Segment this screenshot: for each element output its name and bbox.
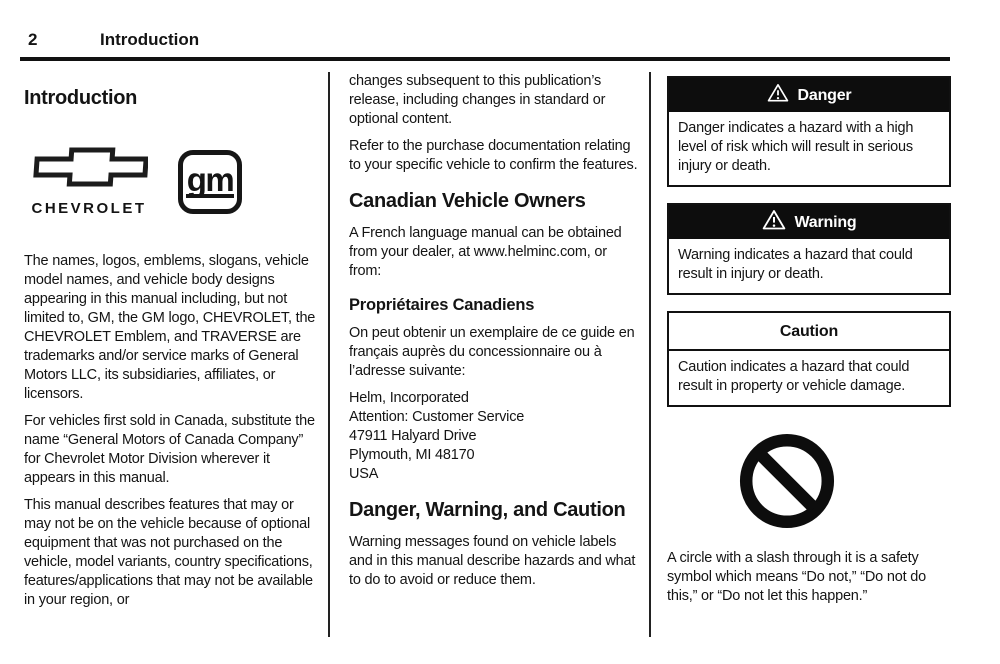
paragraph: On peut obtenir un exemplaire de ce guide en français auprès du concessionnaire ou à l’adresse suivante: [349, 325, 635, 379]
chevrolet-wordmark: CHEVROLET [31, 200, 147, 217]
canadian-owners-heading: Canadian Vehicle Owners [349, 190, 586, 212]
header-rule [20, 57, 950, 61]
warning-box [667, 203, 951, 295]
address-block [349, 389, 641, 484]
caution-box [667, 311, 951, 407]
paragraph: A French language manual can be obtained from your dealer, at www.helminc.com, or from: [349, 225, 622, 279]
page-header-title: Introduction [100, 30, 200, 49]
paragraph: Refer to the purchase documentation relating to your specific vehicle to confirm the features. [349, 138, 638, 173]
chevrolet-bowtie-icon [30, 146, 148, 194]
column-divider [649, 72, 651, 637]
warning-triangle-icon [762, 209, 786, 236]
column-divider [328, 72, 330, 637]
caution-box-header [669, 313, 949, 351]
paragraph: This manual describes features that may or may not be on the vehicle because of optional equipment that was not purchased on the vehicle, model variants, country specifications, features/applications that may not be available in your region, or [24, 497, 313, 608]
warning-body: Warning indicates a hazard that could result in injury or death. [678, 247, 913, 282]
brand-logos [30, 146, 316, 218]
middle-column [349, 72, 641, 598]
danger-title: Danger [797, 86, 852, 104]
dwc-heading: Danger, Warning, and Caution [349, 499, 626, 521]
address-line: USA [349, 466, 379, 482]
intro-heading: Introduction [24, 87, 138, 109]
paragraph: Warning messages found on vehicle labels and in this manual describe hazards and what to do to avoid or reduce them. [349, 534, 636, 588]
proprietaires-heading: Propriétaires Canadiens [349, 296, 535, 314]
gm-logo-text: gm [186, 160, 234, 198]
caution-body: Caution indicates a hazard that could result in property or vehicle damage. [678, 359, 910, 394]
no-symbol-caption: A circle with a slash through it is a safety symbol which means “Do not,” “Do not do this,” or “Do not let this happen.” [667, 550, 926, 604]
danger-box-header [669, 78, 949, 112]
right-column [667, 76, 951, 606]
paragraph: changes subsequent to this publication’s release, including changes in standard or optional content. [349, 73, 606, 127]
chevrolet-logo [30, 146, 148, 218]
caution-title: Caution [779, 322, 839, 340]
address-line: Plymouth, MI 48170 [349, 447, 475, 463]
gm-logo-icon [178, 150, 242, 214]
paragraph: The names, logos, emblems, slogans, vehicle model names, and vehicle body designs appearing in this manual including, but not limited to, GM, the GM logo, CHEVROLET, the CHEVROLET Emblem, and TRAVERSE are trademarks and/or service marks of General Motors LLC, its subsidiaries, affiliates, or licensors. [24, 253, 316, 402]
page-number: 2 [28, 30, 38, 49]
paragraph: For vehicles first sold in Canada, substitute the name “General Motors of Canada Company” for Chevrolet Motor Division wherever it appears in this manual. [24, 413, 315, 486]
left-column [24, 74, 316, 618]
danger-box [667, 76, 951, 187]
warning-box-header [669, 205, 949, 239]
address-line: Attention: Customer Service [349, 409, 525, 425]
warning-triangle-icon [767, 83, 789, 108]
warning-title: Warning [794, 213, 857, 231]
address-line: Helm, Incorporated [349, 390, 469, 406]
address-line: 47911 Halyard Drive [349, 428, 477, 444]
danger-body: Danger indicates a hazard with a high level of risk which will result in serious injury or death. [678, 120, 914, 174]
no-symbol-icon [739, 433, 835, 535]
